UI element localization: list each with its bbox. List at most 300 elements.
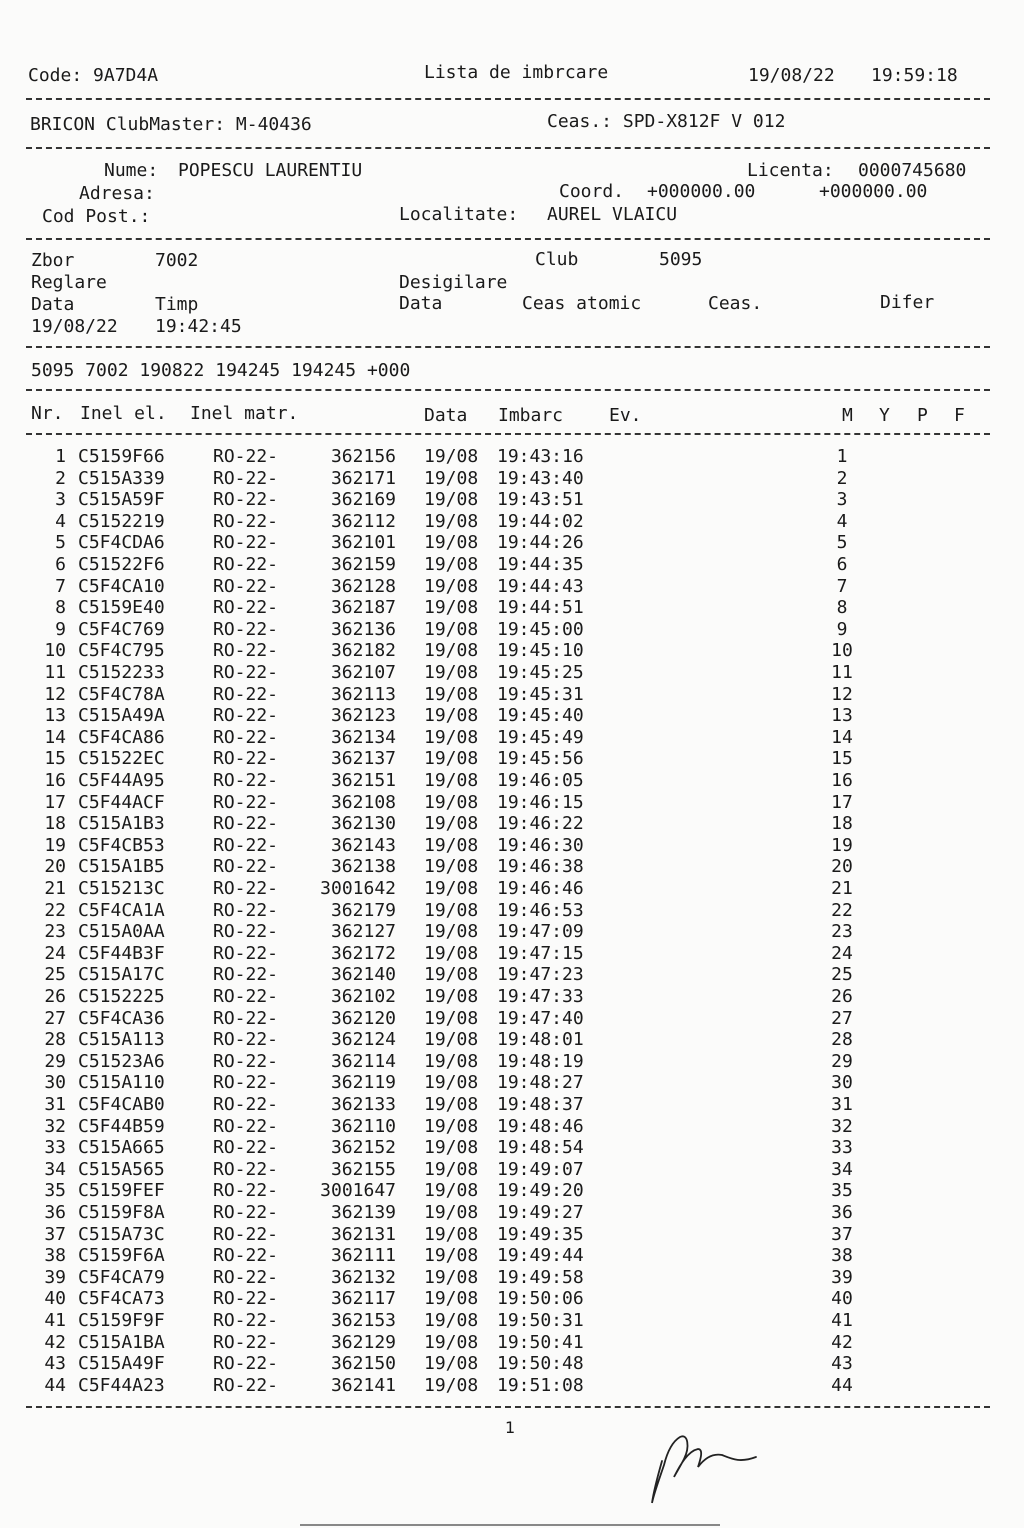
row-m: 1 [836, 446, 848, 467]
reglare-time: 19:42:45 [155, 316, 242, 337]
row-time: 19:45:56 [497, 748, 584, 770]
row-ring-number: 362123 [330, 705, 396, 727]
row-m: 37 [831, 1223, 853, 1245]
row-time: 19:45:40 [497, 705, 584, 727]
row-m: 10 [831, 640, 853, 662]
row-nr: 24 [44, 942, 66, 964]
table-row [0, 1245, 1024, 1267]
row-date: 19/08 [424, 662, 479, 683]
row-ro-prefix: RO-22- [213, 1180, 279, 1202]
row-time: 19:46:38 [497, 856, 584, 878]
row-inel-el: C5152225 [78, 986, 165, 1007]
row-inel-el: C5F4CA10 [78, 575, 165, 597]
row-m: 31 [831, 1094, 853, 1115]
row-ro-prefix: RO-22- [213, 1310, 279, 1331]
row-date: 19/08 [424, 942, 479, 964]
divider [26, 238, 990, 240]
row-inel-el: C515A17C [78, 964, 165, 986]
row-ro-prefix: RO-22- [213, 834, 279, 856]
divider [26, 147, 990, 149]
table-row [0, 1137, 1024, 1159]
coord-lon: +000000.00 [819, 181, 928, 202]
table-row [0, 576, 1024, 598]
row-time: 19:44:26 [497, 532, 584, 554]
row-date: 19/08 [424, 899, 479, 921]
row-ro-prefix: RO-22- [213, 1072, 279, 1094]
row-inel-el: C515A110 [78, 1072, 165, 1094]
row-m: 38 [831, 1245, 853, 1267]
table-row [0, 1180, 1024, 1202]
row-date: 19/08 [424, 1331, 479, 1353]
row-inel-el: C5F4C769 [78, 618, 165, 640]
row-date: 19/08 [424, 1374, 479, 1396]
row-m: 11 [831, 662, 853, 683]
table-row [0, 1029, 1024, 1051]
row-time: 19:43:16 [497, 446, 584, 467]
row-date: 19/08 [424, 532, 479, 554]
club-label: Club [535, 249, 579, 270]
coord-label: Coord. [559, 181, 625, 202]
row-m: 32 [831, 1115, 853, 1137]
row-date: 19/08 [424, 705, 479, 727]
row-ring-number: 362107 [330, 662, 396, 683]
row-ro-prefix: RO-22- [213, 1007, 279, 1029]
row-ro-prefix: RO-22- [213, 1202, 279, 1223]
row-time: 19:50:48 [497, 1353, 584, 1375]
row-nr: 21 [44, 878, 66, 899]
row-nr: 26 [44, 986, 66, 1007]
row-ring-number: 362150 [330, 1353, 396, 1375]
row-date: 19/08 [424, 1223, 479, 1245]
row-date: 19/08 [424, 1029, 479, 1051]
col-f: F [954, 405, 965, 426]
table-row [0, 770, 1024, 792]
row-nr: 25 [44, 964, 66, 986]
divider [26, 433, 990, 435]
row-ring-number: 362131 [330, 1223, 396, 1245]
row-time: 19:46:22 [497, 813, 584, 835]
row-date: 19/08 [424, 489, 479, 511]
row-nr: 43 [44, 1353, 66, 1375]
row-date: 19/08 [424, 986, 479, 1007]
row-time: 19:45:31 [497, 683, 584, 705]
row-m: 25 [831, 964, 853, 986]
row-ring-number: 362139 [330, 1202, 396, 1223]
row-ring-number: 362172 [330, 942, 396, 964]
row-nr: 30 [44, 1072, 66, 1094]
row-time: 19:43:40 [497, 467, 584, 489]
row-date: 19/08 [424, 1137, 479, 1159]
row-nr: 33 [44, 1137, 66, 1159]
row-inel-el: C5F4CA79 [78, 1266, 165, 1288]
row-nr: 2 [55, 467, 66, 489]
row-time: 19:49:58 [497, 1266, 584, 1288]
row-inel-el: C51522F6 [78, 554, 165, 575]
row-ring-number: 362179 [330, 899, 396, 921]
row-ro-prefix: RO-22- [213, 554, 279, 575]
row-m: 2 [836, 467, 848, 489]
row-date: 19/08 [424, 878, 479, 899]
row-inel-el: C5159F6A [78, 1245, 165, 1267]
row-ring-number: 362171 [330, 467, 396, 489]
table-row [0, 1375, 1024, 1397]
row-ring-number: 362137 [330, 748, 396, 770]
row-time: 19:44:51 [497, 597, 584, 619]
row-m: 34 [831, 1158, 853, 1180]
row-time: 19:45:49 [497, 726, 584, 748]
row-inel-el: C51523A6 [78, 1050, 165, 1072]
row-nr: 4 [55, 510, 66, 532]
row-date: 19/08 [424, 1050, 479, 1072]
row-time: 19:46:53 [497, 899, 584, 921]
table-row [0, 532, 1024, 554]
row-m: 16 [831, 770, 853, 791]
club-value: 5095 [659, 249, 703, 270]
row-m: 23 [831, 921, 853, 943]
row-ring-number: 362156 [330, 446, 396, 467]
row-ring-number: 362140 [330, 964, 396, 986]
row-m: 3 [836, 489, 848, 511]
row-time: 19:45:00 [497, 618, 584, 640]
divider [26, 389, 990, 391]
row-ro-prefix: RO-22- [213, 791, 279, 813]
divider [26, 98, 990, 100]
row-ring-number: 362114 [330, 1050, 396, 1072]
row-time: 19:48:46 [497, 1115, 584, 1137]
reglare-label: Reglare [31, 272, 107, 293]
table-row [0, 1202, 1024, 1224]
row-time: 19:47:33 [497, 986, 584, 1007]
row-inel-el: C5F4CA1A [78, 899, 165, 921]
row-nr: 15 [44, 748, 66, 770]
row-ro-prefix: RO-22- [213, 683, 279, 705]
row-time: 19:51:08 [497, 1374, 584, 1396]
row-ring-number: 362113 [330, 683, 396, 705]
table-row [0, 1224, 1024, 1246]
localitate-value: AUREL VLAICU [547, 204, 678, 225]
col-imbarc: Imbarc [498, 405, 564, 426]
row-m: 21 [831, 878, 853, 899]
table-row [0, 619, 1024, 641]
licenta-value: 0000745680 [858, 160, 967, 181]
row-time: 19:43:51 [497, 489, 584, 511]
row-time: 19:49:44 [497, 1245, 584, 1267]
row-ring-number: 362102 [330, 986, 396, 1007]
owner-name: POPESCU LAURENTIU [178, 160, 363, 181]
row-inel-el: C5F4CA36 [78, 1007, 165, 1029]
row-date: 19/08 [424, 1115, 479, 1137]
table-row [0, 986, 1024, 1008]
summary-line: 5095 7002 190822 194245 194245 +000 [31, 360, 411, 381]
row-date: 19/08 [424, 1158, 479, 1180]
row-inel-el: C5159F66 [78, 446, 165, 467]
row-nr: 20 [44, 856, 66, 878]
row-m: 35 [831, 1180, 853, 1202]
row-nr: 38 [44, 1245, 66, 1267]
row-nr: 37 [44, 1223, 66, 1245]
row-ro-prefix: RO-22- [213, 856, 279, 878]
row-m: 6 [836, 554, 848, 575]
col-data: Data [424, 405, 468, 426]
row-nr: 9 [55, 618, 66, 640]
row-date: 19/08 [424, 834, 479, 856]
row-ro-prefix: RO-22- [213, 1029, 279, 1051]
row-ring-number: 362134 [330, 726, 396, 748]
row-date: 19/08 [424, 1245, 479, 1267]
row-nr: 6 [55, 554, 66, 575]
table-row [0, 446, 1024, 468]
row-inel-el: C5159F8A [78, 1202, 165, 1223]
row-nr: 35 [44, 1180, 66, 1202]
row-ring-number: 362141 [330, 1374, 396, 1396]
row-date: 19/08 [424, 640, 479, 662]
row-inel-el: C5152233 [78, 662, 165, 683]
row-inel-el: C515213C [78, 878, 165, 899]
codpost-label: Cod Post.: [42, 206, 151, 227]
row-time: 19:44:02 [497, 510, 584, 532]
row-ring-number: 362159 [330, 554, 396, 575]
row-inel-el: C5F44B3F [78, 942, 165, 964]
table-row [0, 878, 1024, 900]
row-nr: 22 [44, 899, 66, 921]
table-row [0, 705, 1024, 727]
row-time: 19:48:19 [497, 1050, 584, 1072]
header-date: 19/08/22 [748, 65, 835, 86]
table-row [0, 921, 1024, 943]
row-m: 36 [831, 1202, 853, 1223]
row-nr: 39 [44, 1266, 66, 1288]
table-row [0, 943, 1024, 965]
row-date: 19/08 [424, 748, 479, 770]
row-date: 19/08 [424, 921, 479, 943]
row-ro-prefix: RO-22- [213, 446, 279, 467]
ceas-label-2: Ceas. [708, 293, 763, 314]
col-m: M [842, 405, 853, 426]
row-ro-prefix: RO-22- [213, 1137, 279, 1159]
row-ro-prefix: RO-22- [213, 1223, 279, 1245]
desigilare-label: Desigilare [399, 272, 508, 293]
row-ring-number: 362120 [330, 1007, 396, 1029]
row-time: 19:45:25 [497, 662, 584, 683]
row-time: 19:49:35 [497, 1223, 584, 1245]
row-inel-el: C515A0AA [78, 921, 165, 943]
row-ring-number: 362108 [330, 791, 396, 813]
row-time: 19:47:09 [497, 921, 584, 943]
col-p: P [917, 405, 928, 426]
nume-label: Nume: [104, 160, 159, 181]
row-m: 5 [836, 532, 848, 554]
row-inel-el: C5F44B59 [78, 1115, 165, 1137]
row-inel-el: C515A59F [78, 489, 165, 511]
row-inel-el: C515A565 [78, 1158, 165, 1180]
row-nr: 5 [55, 532, 66, 554]
row-m: 12 [831, 683, 853, 705]
row-date: 19/08 [424, 446, 479, 467]
row-m: 18 [831, 813, 853, 835]
table-row [0, 1051, 1024, 1073]
row-m: 7 [836, 575, 848, 597]
row-ring-number: 362101 [330, 532, 396, 554]
divider [26, 1406, 990, 1408]
row-ro-prefix: RO-22- [213, 1050, 279, 1072]
row-date: 19/08 [424, 1202, 479, 1223]
col-nr: Nr. [31, 403, 64, 424]
row-m: 22 [831, 899, 853, 921]
col-inel-el: Inel el. [80, 403, 167, 424]
row-ro-prefix: RO-22- [213, 662, 279, 683]
row-date: 19/08 [424, 1007, 479, 1029]
row-nr: 42 [44, 1331, 66, 1353]
data-label: Data [31, 294, 75, 315]
table-row [0, 813, 1024, 835]
table-row [0, 1332, 1024, 1354]
row-inel-el: C5F44ACF [78, 791, 165, 813]
row-m: 43 [831, 1353, 853, 1375]
row-date: 19/08 [424, 964, 479, 986]
row-inel-el: C5F44A95 [78, 770, 165, 791]
table-row [0, 511, 1024, 533]
row-ring-number: 362153 [330, 1310, 396, 1331]
row-ro-prefix: RO-22- [213, 1245, 279, 1267]
row-inel-el: C51522EC [78, 748, 165, 770]
row-inel-el: C5F44A23 [78, 1374, 165, 1396]
row-ring-number: 362110 [330, 1115, 396, 1137]
row-inel-el: C5159E40 [78, 597, 165, 619]
row-ring-number: 362152 [330, 1137, 396, 1159]
row-m: 4 [836, 510, 848, 532]
zbor-label: Zbor [31, 250, 75, 271]
row-date: 19/08 [424, 1353, 479, 1375]
row-date: 19/08 [424, 1288, 479, 1310]
row-nr: 14 [44, 726, 66, 748]
row-m: 20 [831, 856, 853, 878]
table-row [0, 856, 1024, 878]
row-time: 19:46:30 [497, 834, 584, 856]
table-row [0, 554, 1024, 576]
row-m: 30 [831, 1072, 853, 1094]
row-m: 17 [831, 791, 853, 813]
row-time: 19:47:15 [497, 942, 584, 964]
licenta-label: Licenta: [747, 160, 834, 181]
row-ro-prefix: RO-22- [213, 1331, 279, 1353]
table-row [0, 597, 1024, 619]
col-ev: Ev. [609, 405, 642, 426]
row-date: 19/08 [424, 467, 479, 489]
row-inel-el: C515A73C [78, 1223, 165, 1245]
row-ring-number: 362143 [330, 834, 396, 856]
row-date: 19/08 [424, 1072, 479, 1094]
row-time: 19:44:35 [497, 554, 584, 575]
row-nr: 41 [44, 1310, 66, 1331]
row-date: 19/08 [424, 791, 479, 813]
row-ring-number: 362119 [330, 1072, 396, 1094]
row-nr: 34 [44, 1158, 66, 1180]
row-nr: 8 [55, 597, 66, 619]
row-time: 19:46:15 [497, 791, 584, 813]
table-row [0, 792, 1024, 814]
row-ro-prefix: RO-22- [213, 640, 279, 662]
row-time: 19:49:07 [497, 1158, 584, 1180]
row-inel-el: C5F4CA73 [78, 1288, 165, 1310]
row-time: 19:48:27 [497, 1072, 584, 1094]
row-m: 19 [831, 834, 853, 856]
row-ring-number: 362187 [330, 597, 396, 619]
row-m: 26 [831, 986, 853, 1007]
row-m: 44 [831, 1374, 853, 1396]
row-ro-prefix: RO-22- [213, 618, 279, 640]
difer-label: Difer [880, 292, 935, 313]
row-ring-number: 362124 [330, 1029, 396, 1051]
row-time: 19:49:20 [497, 1180, 584, 1202]
table-row [0, 489, 1024, 511]
row-inel-el: C515A49F [78, 1353, 165, 1375]
table-row [0, 468, 1024, 490]
row-inel-el: C5F4CA86 [78, 726, 165, 748]
signature [640, 1425, 780, 1510]
row-nr: 7 [55, 575, 66, 597]
table-row [0, 1094, 1024, 1116]
row-inel-el: C515A49A [78, 705, 165, 727]
row-date: 19/08 [424, 770, 479, 791]
row-ring-number: 362155 [330, 1158, 396, 1180]
row-ro-prefix: RO-22- [213, 726, 279, 748]
table-row [0, 1288, 1024, 1310]
row-nr: 36 [44, 1202, 66, 1223]
row-nr: 16 [44, 770, 66, 791]
page-number: 1 [505, 1418, 516, 1437]
row-time: 19:47:40 [497, 1007, 584, 1029]
row-time: 19:48:54 [497, 1137, 584, 1159]
row-m: 29 [831, 1050, 853, 1072]
row-inel-el: C5F4CDA6 [78, 532, 165, 554]
row-time: 19:48:01 [497, 1029, 584, 1051]
row-date: 19/08 [424, 1266, 479, 1288]
row-ro-prefix: RO-22- [213, 964, 279, 986]
row-m: 13 [831, 705, 853, 727]
row-inel-el: C515A665 [78, 1137, 165, 1159]
reglare-date: 19/08/22 [31, 316, 118, 337]
row-ring-number: 362132 [330, 1266, 396, 1288]
row-ro-prefix: RO-22- [213, 942, 279, 964]
row-date: 19/08 [424, 1310, 479, 1331]
row-ro-prefix: RO-22- [213, 878, 279, 899]
row-m: 42 [831, 1331, 853, 1353]
row-ro-prefix: RO-22- [213, 748, 279, 770]
row-ro-prefix: RO-22- [213, 575, 279, 597]
ceas-label: Ceas.: SPD-X812F V 012 [547, 111, 786, 132]
row-date: 19/08 [424, 856, 479, 878]
row-inel-el: C5159F9F [78, 1310, 165, 1331]
row-ring-number: 362129 [330, 1331, 396, 1353]
row-ro-prefix: RO-22- [213, 986, 279, 1007]
row-m: 28 [831, 1029, 853, 1051]
row-nr: 13 [44, 705, 66, 727]
code-label: Code: 9A7D4A [28, 65, 159, 86]
table-row [0, 727, 1024, 749]
row-ro-prefix: RO-22- [213, 899, 279, 921]
table-row [0, 1159, 1024, 1181]
row-time: 19:44:43 [497, 575, 584, 597]
row-date: 19/08 [424, 510, 479, 532]
row-inel-el: C515A339 [78, 467, 165, 489]
col-inel-matr: Inel matr. [190, 403, 299, 424]
table-row [0, 964, 1024, 986]
row-ring-number: 362128 [330, 575, 396, 597]
row-ro-prefix: RO-22- [213, 921, 279, 943]
row-nr: 11 [44, 662, 66, 683]
row-m: 8 [836, 597, 848, 619]
row-nr: 31 [44, 1094, 66, 1115]
